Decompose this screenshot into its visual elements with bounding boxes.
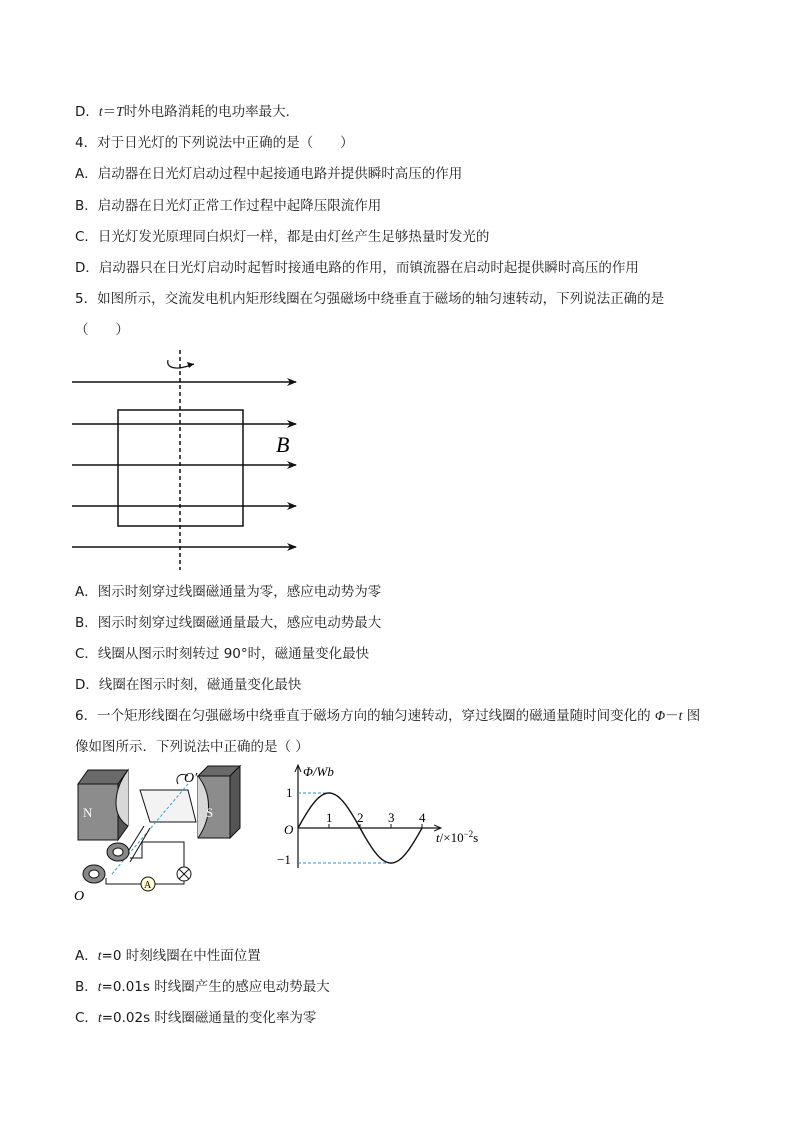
q6-stem: 6．一个矩形线圈在匀强磁场中绕垂直于磁场方向的轴匀速转动，穿过线圈的磁通量随时间变化的 Φ－t 图 <box>75 708 701 724</box>
y-tick-label: 1 <box>286 785 293 800</box>
q4-option-b: B．启动器在日光灯正常工作过程中起降压限流作用 <box>75 198 382 214</box>
q5-option-c: C．线圈从图示时刻转过 90°时，磁通量变化最快 <box>75 646 370 662</box>
svg-text:N: N <box>83 805 93 820</box>
svg-text:O: O <box>74 889 85 904</box>
q6-option-a: A．t=0 时刻线圈在中性面位置 <box>75 948 261 964</box>
q6-stem-cont: 像如图所示．下列说法中正确的是（ ） <box>75 739 309 755</box>
q5-paren: （ ） <box>75 322 129 338</box>
q5-option-b: B．图示时刻穿过线圈磁通量最大，感应电动势最大 <box>75 615 382 631</box>
q5-option-a: A．图示时刻穿过线圈磁通量为零，感应电动势为零 <box>75 584 382 600</box>
svg-text:A: A <box>144 880 152 891</box>
svg-text:O′: O′ <box>184 771 198 786</box>
q6-option-c: C．t=0.02s 时线圈磁通量的变化率为零 <box>75 1010 317 1026</box>
x-tick-label: 3 <box>388 810 395 825</box>
q6-option-b: B．t=0.01s 时线圈产生的感应电动势最大 <box>75 979 330 995</box>
x-tick-label: 4 <box>419 810 426 825</box>
y-tick-label: −1 <box>277 852 291 867</box>
flux-time-graph <box>270 760 500 875</box>
x-tick-label: 1 <box>326 810 333 825</box>
q5-stem: 5．如图所示，交流发电机内矩形线圈在匀强磁场中绕垂直于磁场的轴匀速转动，下列说法正确的是 <box>75 291 665 307</box>
q5-coil-figure <box>70 348 305 573</box>
q4-stem: 4．对于日光灯的下列说法中正确的是（ ） <box>75 135 354 151</box>
field-label-b: B <box>276 432 290 457</box>
q6-generator-figure <box>70 762 250 907</box>
q4-option-d: D．启动器只在日光灯启动时起暂时接通电路的作用，而镇流器在启动时起提供瞬时高压的作用 <box>75 260 639 276</box>
coil <box>140 790 196 822</box>
q4-option-c: C．日光灯发光原理同白炽灯一样，都是由灯丝产生足够热量时发光的 <box>75 229 490 245</box>
y-axis-label: Φ/Wb <box>303 764 334 779</box>
q5-option-d: D．线圈在图示时刻，磁通量变化最快 <box>75 677 302 693</box>
svg-text:S: S <box>206 805 214 820</box>
q3-option-d: D．t＝T时外电路消耗的电功率最大． <box>75 104 300 120</box>
origin-label: O <box>284 822 294 837</box>
q4-option-a: A．启动器在日光灯启动过程中起接通电路并提供瞬时高压的作用 <box>75 166 463 182</box>
x-axis-label: $t/\times 10^{-2}s$ <box>436 829 479 845</box>
x-tick-label: 2 <box>357 810 364 825</box>
